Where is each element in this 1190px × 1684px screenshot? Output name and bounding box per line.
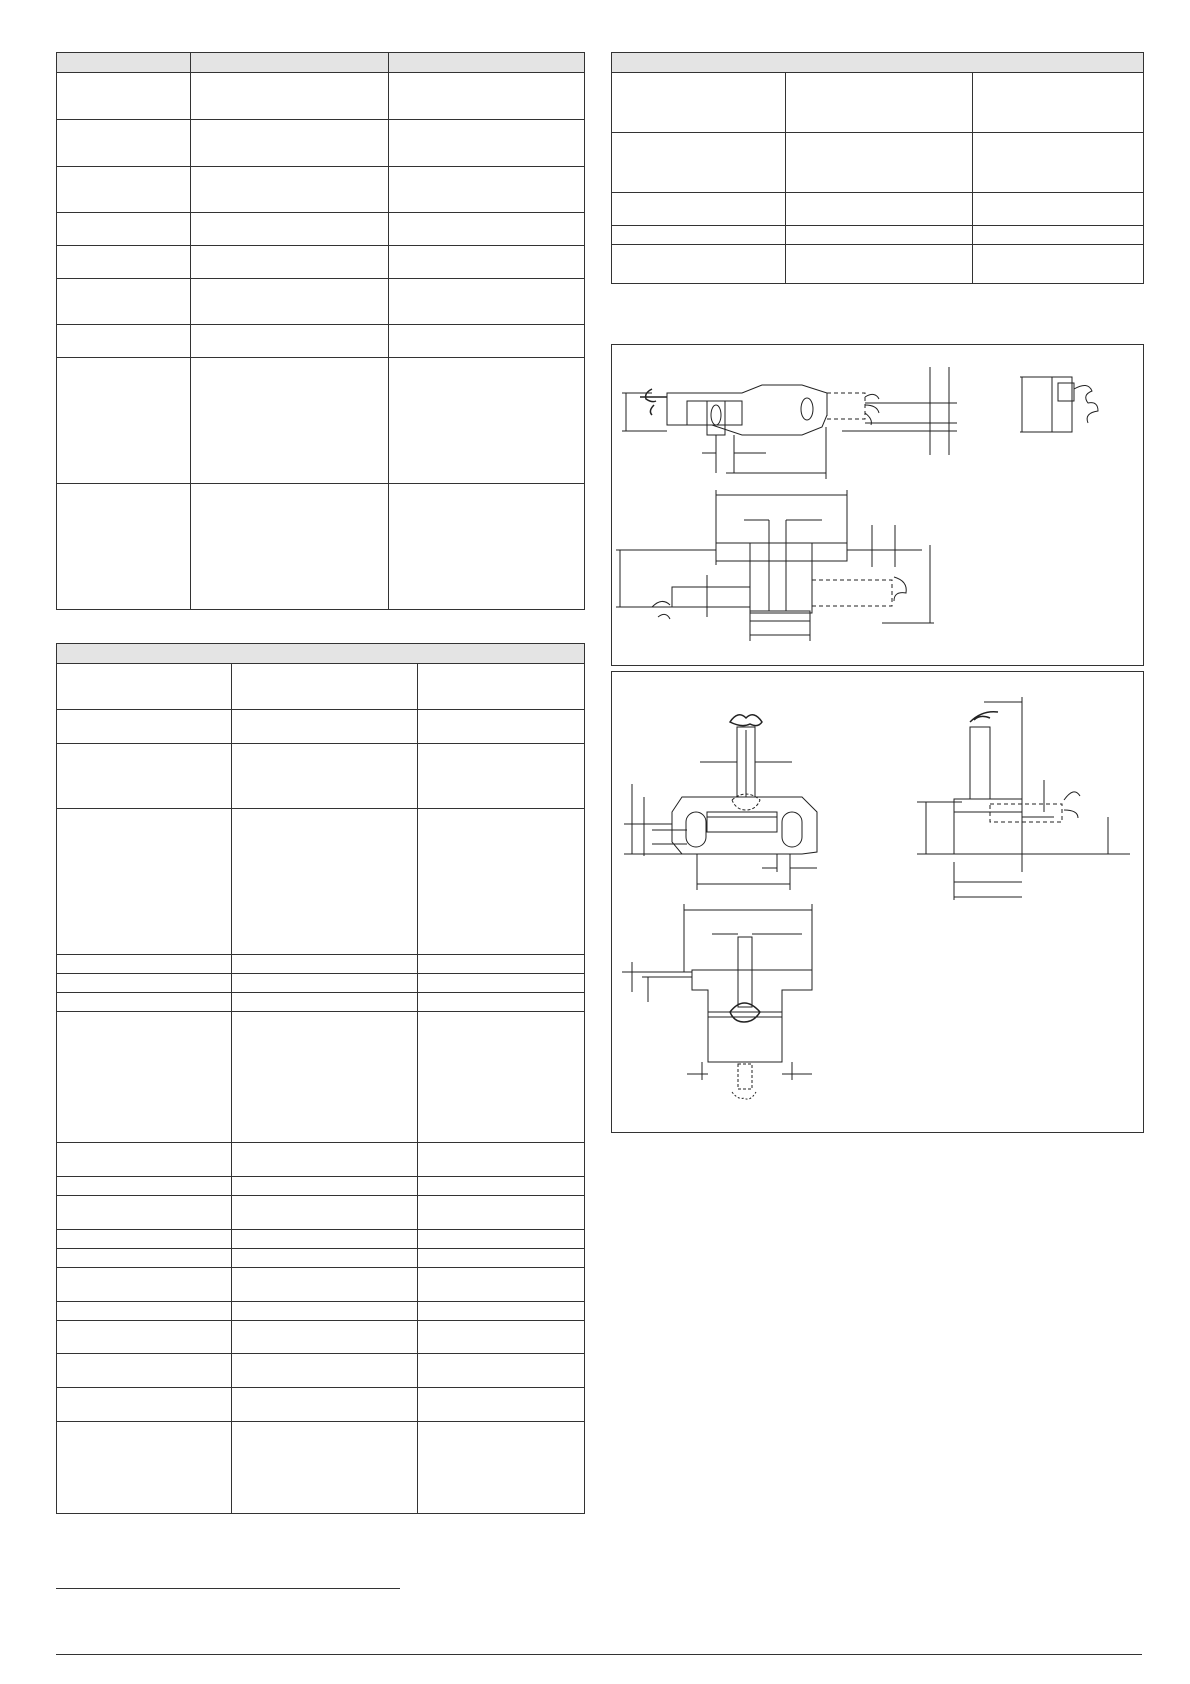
table-cell [57, 1177, 232, 1196]
table-header-row [57, 53, 585, 73]
table-row [57, 246, 585, 279]
table-cell [232, 1354, 418, 1388]
header-cell [57, 53, 191, 73]
table-cell [973, 73, 1144, 133]
header-cell [389, 53, 585, 73]
header-cell [191, 53, 389, 73]
table-cell [973, 226, 1144, 245]
table-cell [418, 710, 585, 744]
table-row [57, 1354, 585, 1388]
table-row [57, 325, 585, 358]
table-cell [57, 279, 191, 325]
table-cell [418, 1230, 585, 1249]
table-cell [612, 193, 786, 226]
table-cell [57, 993, 232, 1012]
table-cell [418, 1012, 585, 1143]
table-row [612, 133, 1144, 193]
table-cell [418, 1196, 585, 1230]
table-cell [389, 246, 585, 279]
table-cell [418, 1143, 585, 1177]
table-cell [57, 167, 191, 213]
table-row [57, 1268, 585, 1302]
table-cell [232, 710, 418, 744]
table-cell [418, 1354, 585, 1388]
table-row [57, 664, 585, 710]
table-row [57, 710, 585, 744]
table-row [57, 484, 585, 610]
table-cell [973, 245, 1144, 284]
table-row [57, 809, 585, 955]
table-cell [612, 73, 786, 133]
table-cell [389, 167, 585, 213]
table-header-row [57, 644, 585, 664]
table-cell [232, 1249, 418, 1268]
table-cell [418, 955, 585, 974]
table-cell [418, 1422, 585, 1514]
table-cell [57, 974, 232, 993]
table-cell [232, 1196, 418, 1230]
table-cell [389, 279, 585, 325]
table-cell [232, 1321, 418, 1354]
table-row [57, 974, 585, 993]
table-cell [232, 1143, 418, 1177]
table-cell [232, 1177, 418, 1196]
header-band [57, 644, 585, 664]
table-cell [57, 1388, 232, 1422]
technical-drawing-horizontal [612, 345, 1143, 665]
table-cell [786, 226, 973, 245]
table-cell [57, 1302, 232, 1321]
table-cell [232, 744, 418, 809]
table-row [57, 1012, 585, 1143]
table-cell [232, 1012, 418, 1143]
table-cell [191, 120, 389, 167]
table-row [57, 358, 585, 484]
table-cell [57, 1249, 232, 1268]
footer-divider [56, 1654, 1142, 1655]
table-cell [191, 213, 389, 246]
table-cell [57, 1196, 232, 1230]
side-view-drawing [622, 367, 957, 479]
table-row [57, 1321, 585, 1354]
table-row [57, 167, 585, 213]
table-cell [191, 325, 389, 358]
table-cell [57, 1268, 232, 1302]
table-cell [57, 744, 232, 809]
top-view-drawing [624, 715, 817, 890]
table-cell [232, 1388, 418, 1422]
table-row [612, 245, 1144, 284]
table-cell [57, 1354, 232, 1388]
dimension-drawing-panel-1 [611, 344, 1144, 666]
table-cell [389, 325, 585, 358]
table-cell [57, 664, 232, 710]
table-cell [418, 1268, 585, 1302]
table-row [57, 279, 585, 325]
table-cell [57, 484, 191, 610]
table-cell [191, 484, 389, 610]
table-cell [973, 193, 1144, 226]
spec-table-top-right [611, 52, 1144, 284]
table-cell [57, 120, 191, 167]
table-cell [973, 133, 1144, 193]
table-row [57, 1388, 585, 1422]
table-cell [418, 993, 585, 1012]
table-cell [57, 955, 232, 974]
table-cell [232, 955, 418, 974]
table-cell [191, 246, 389, 279]
table-header-row [612, 53, 1144, 73]
table-row [612, 226, 1144, 245]
table-cell [418, 809, 585, 955]
table-cell [612, 226, 786, 245]
table-cell [232, 664, 418, 710]
table-cell [232, 809, 418, 955]
end-view-drawing [1020, 377, 1098, 432]
table-cell [57, 213, 191, 246]
table-cell [57, 246, 191, 279]
table-row [612, 193, 1144, 226]
table-row [57, 1249, 585, 1268]
table-cell [418, 1302, 585, 1321]
table-cell [57, 1012, 232, 1143]
table-row [57, 213, 585, 246]
table-cell [612, 133, 786, 193]
table-cell [232, 974, 418, 993]
table-row [57, 744, 585, 809]
table-cell [57, 809, 232, 955]
table-row [57, 1422, 585, 1514]
table-cell [418, 744, 585, 809]
table-row [57, 1302, 585, 1321]
table-cell [389, 120, 585, 167]
table-cell [232, 1422, 418, 1514]
table-row [57, 1230, 585, 1249]
technical-drawing-vertical [612, 672, 1143, 1132]
table-cell [57, 1143, 232, 1177]
table-cell [418, 1388, 585, 1422]
table-cell [57, 1321, 232, 1354]
table-cell [389, 484, 585, 610]
table-cell [191, 73, 389, 120]
spec-table-top-left [56, 52, 585, 610]
table-cell [612, 245, 786, 284]
table-cell [232, 1230, 418, 1249]
table-cell [57, 325, 191, 358]
table-cell [232, 1268, 418, 1302]
table-cell [786, 133, 973, 193]
table-cell [786, 245, 973, 284]
table-cell [57, 73, 191, 120]
table-cell [786, 193, 973, 226]
front-view-drawing [616, 490, 934, 641]
table-cell [418, 1177, 585, 1196]
table-row [57, 955, 585, 974]
table-row [57, 73, 585, 120]
table-cell [191, 279, 389, 325]
table-row [57, 993, 585, 1012]
table-cell [232, 993, 418, 1012]
table-row [57, 1196, 585, 1230]
table-cell [57, 1422, 232, 1514]
table-cell [389, 73, 585, 120]
table-cell [389, 213, 585, 246]
table-cell [786, 73, 973, 133]
table-cell [232, 1302, 418, 1321]
table-cell [418, 974, 585, 993]
table-cell [57, 1230, 232, 1249]
header-band [612, 53, 1144, 73]
dimension-drawing-panel-2 [611, 671, 1144, 1133]
table-cell [191, 358, 389, 484]
table-row [57, 120, 585, 167]
table-cell [418, 1249, 585, 1268]
footnote-divider [56, 1588, 400, 1589]
table-cell [389, 358, 585, 484]
table-cell [191, 167, 389, 213]
table-cell [418, 1321, 585, 1354]
front-view-drawing-2 [622, 904, 812, 1099]
spec-table-bottom-left [56, 643, 585, 1514]
table-row [57, 1143, 585, 1177]
table-cell [418, 664, 585, 710]
side-view-drawing-2 [917, 697, 1130, 900]
table-row [57, 1177, 585, 1196]
table-row [612, 73, 1144, 133]
table-cell [57, 710, 232, 744]
table-cell [57, 358, 191, 484]
